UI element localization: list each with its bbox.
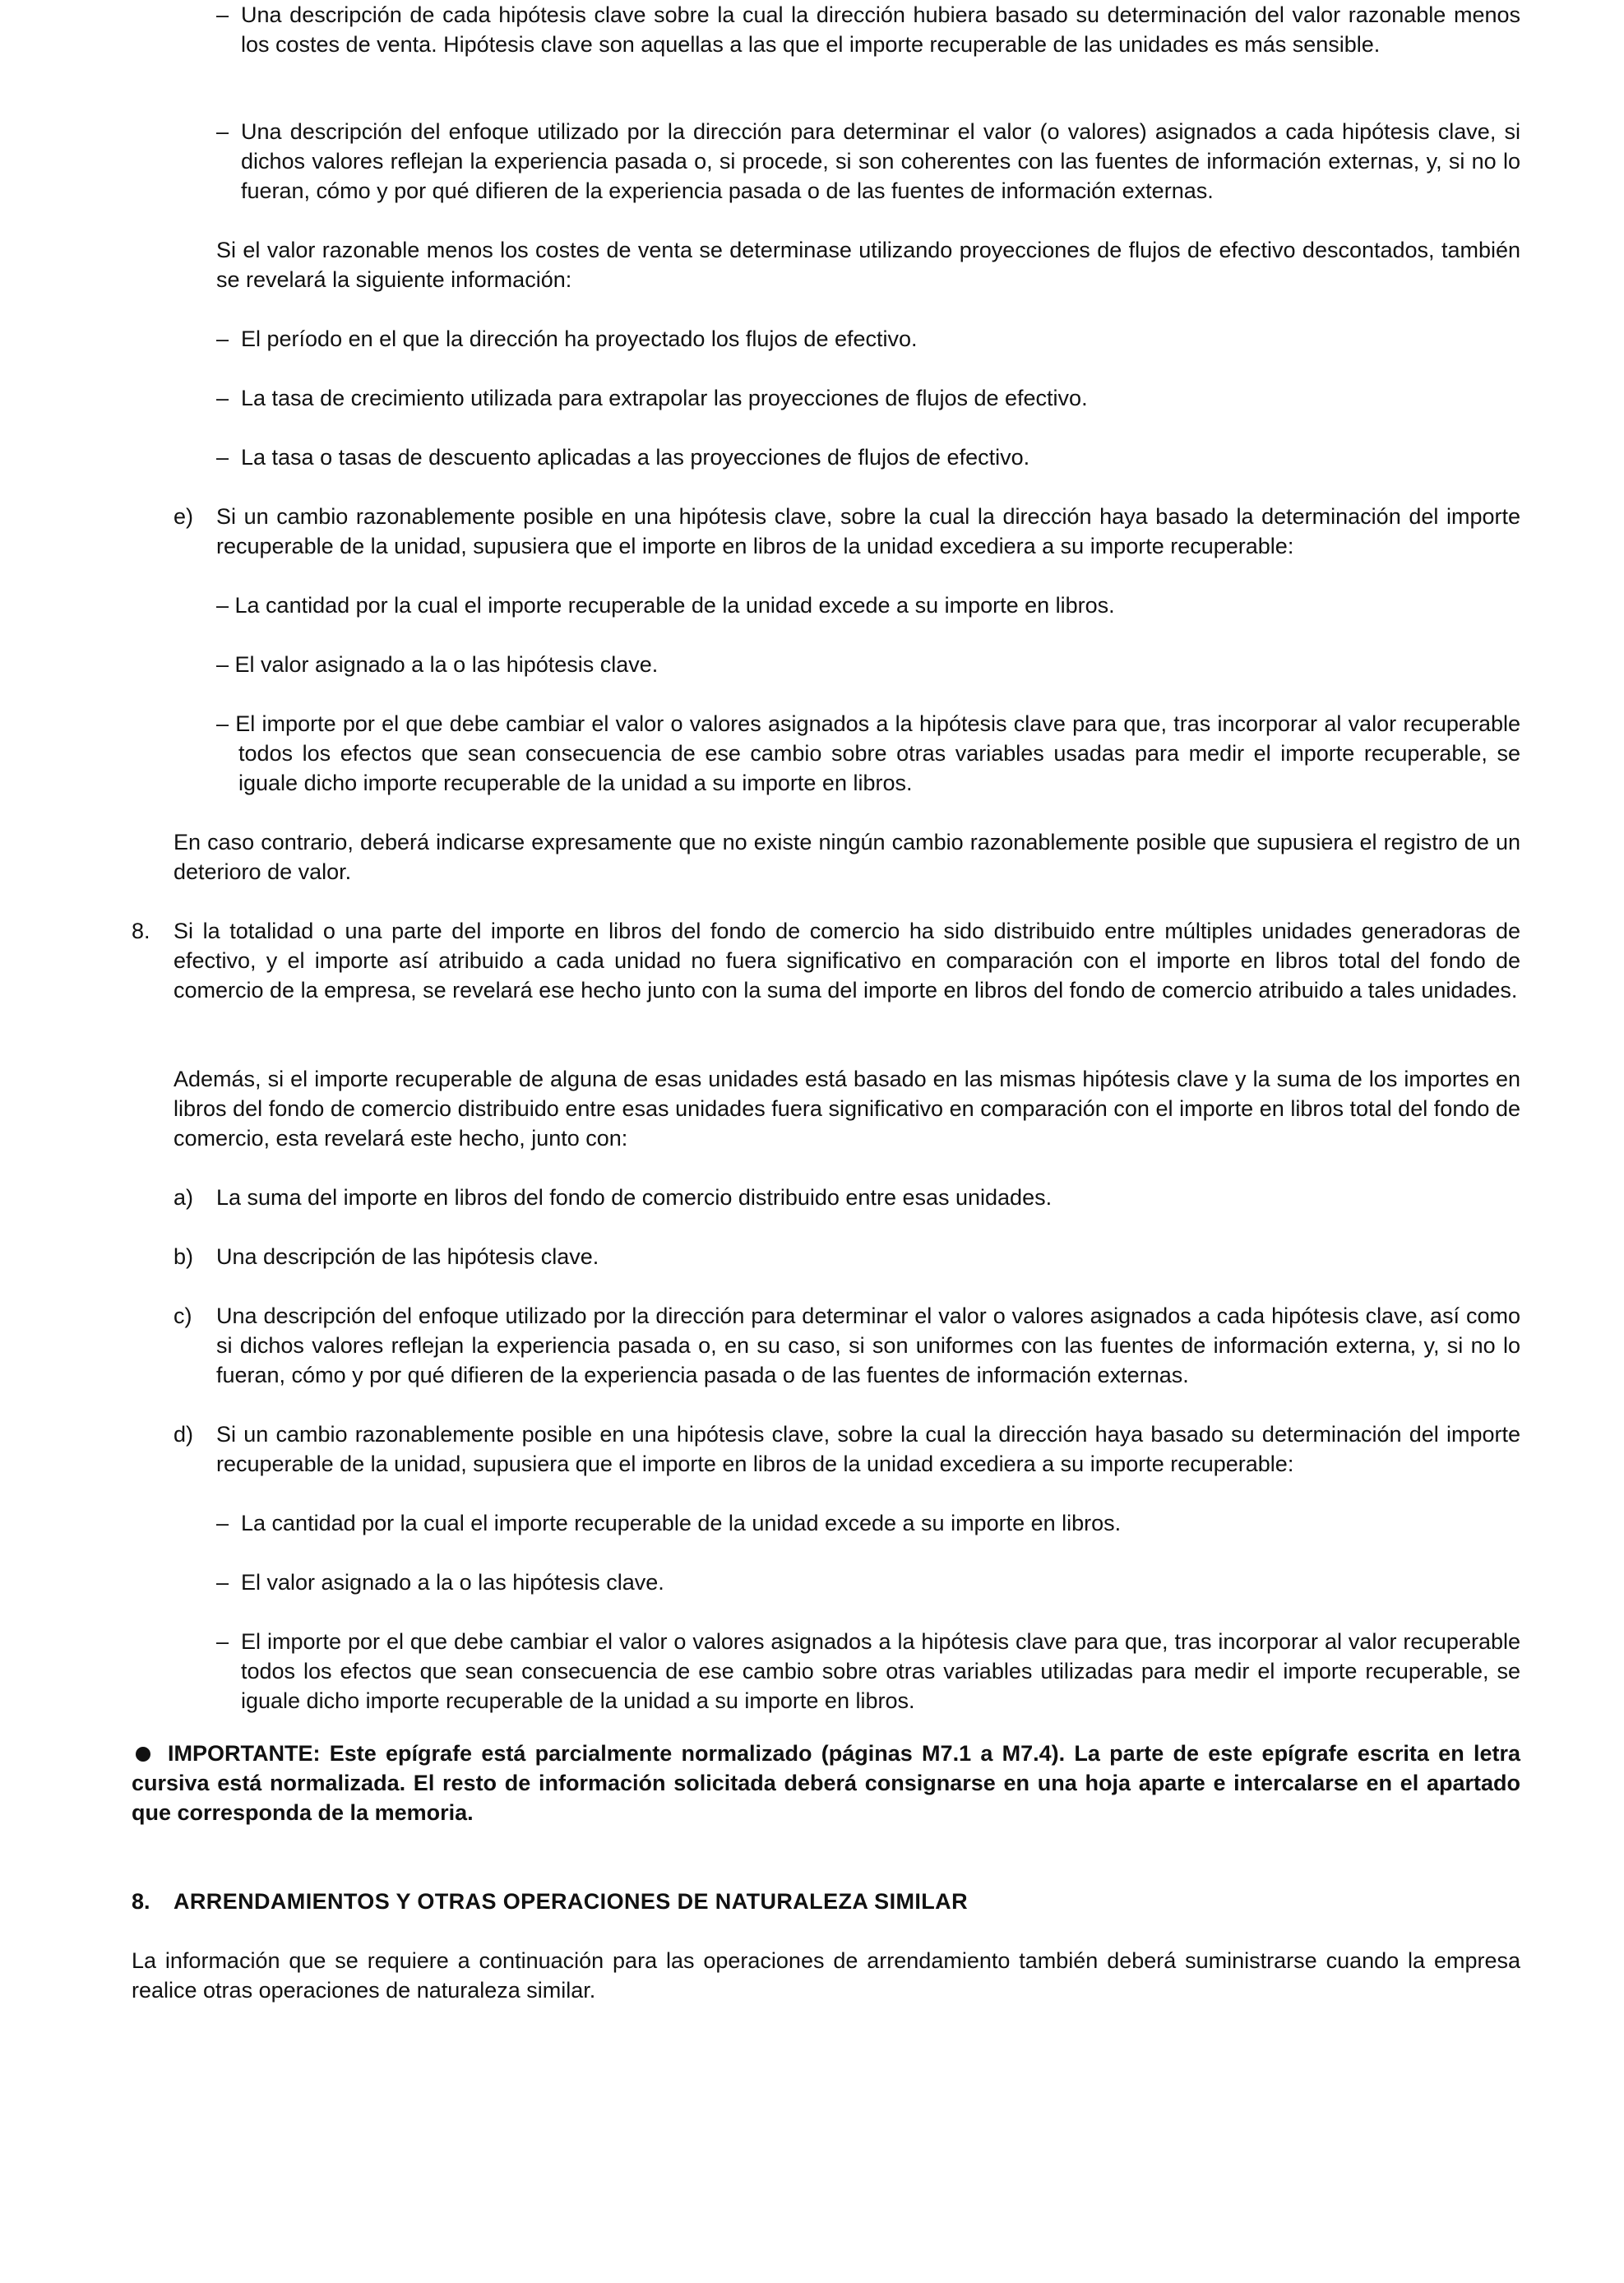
- list-letter: a): [174, 1185, 194, 1210]
- section-title: ARRENDAMIENTOS Y OTRAS OPERACIONES DE NATURALEZA SIMILAR: [174, 1889, 968, 1914]
- list-item-text: El importe por el que debe cambiar el valor o valores asignados a la hipótesis clave para que, tras incorporar al valor recuperable todos los efectos que sean consecuencia de ese cambio sobre otras variables utilizadas para medir el importe recuperable, se iguale dicho importe recuperable de la unidad a su importe en libros.: [241, 1629, 1520, 1713]
- list-dash: –: [216, 386, 229, 410]
- list-dash: –: [216, 119, 229, 144]
- list-item-text: Una descripción de cada hipótesis clave sobre la cual la dirección hubiera basado su determinación del valor razonable menos los costes de venta. Hipótesis clave son aquellas a las que el importe recuperable de las unidades es más sensible.: [241, 2, 1520, 57]
- list-letter: c): [174, 1304, 192, 1328]
- paragraph-ademas: Además, si el importe recuperable de alguna de esas unidades está basado en las mismas hipótesis clave y la suma de los importes en libros del fondo de comercio distribuido entre esas unidades fuera significativo en comparación con el importe en libros total del fondo de comercio, esta revelará este hecho, junto con:: [174, 1067, 1520, 1151]
- list-item-text: Una descripción de las hipótesis clave.: [216, 1244, 599, 1269]
- list-item-text: Una descripción del enfoque utilizado por la dirección para determinar el valor (o valores) asignados a cada hipótesis clave, si dichos valores reflejan la experiencia pasada o, si procede, si son coherentes con las fuentes de información externas, y, si no lo fueran, cómo y por qué difieren de la experiencia pasada o de las fuentes de información externas.: [241, 119, 1520, 203]
- list-dash: –: [216, 1570, 229, 1595]
- list-item-text: La suma del importe en libros del fondo de comercio distribuido entre esas unidades.: [216, 1185, 1053, 1210]
- list-item-text: – El importe por el que debe cambiar el valor o valores asignados a la hipótesis clave para que, tras incorporar al valor recuperable todos los efectos que sean consecuencia de ese cambio sobre otras variables usadas para medir el importe recuperable, se iguale dicho importe recuperable de la unidad a su importe en libros.: [216, 711, 1520, 795]
- list-number: 8.: [132, 919, 150, 943]
- list-letter: b): [174, 1244, 194, 1269]
- list-item-text: Una descripción del enfoque utilizado por la dirección para determinar el valor o valores asignados a cada hipótesis clave, así como si dichos valores reflejan la experiencia pasada o, en su caso, si son uniformes con las fuentes de información externa, y, si no lo fueran, cómo y por qué difieren de la experiencia pasada o de las fuentes de información externas.: [216, 1304, 1520, 1387]
- list-item-text: La tasa o tasas de descuento aplicadas a las proyecciones de flujos de efectivo.: [241, 445, 1030, 470]
- list-dash: –: [216, 2, 229, 27]
- list-item-text: El valor asignado a la o las hipótesis clave.: [241, 1570, 664, 1595]
- list-dash: –: [216, 1511, 229, 1535]
- list-item-text: Si un cambio razonablemente posible en una hipótesis clave, sobre la cual la dirección haya basado su determinación del importe recuperable de la unidad, supusiera que el importe en libros de la unidad excediera a su importe recuperable:: [216, 1422, 1520, 1476]
- list-letter: e): [174, 504, 194, 529]
- list-dash: –: [216, 1629, 229, 1654]
- list-item-text: – El valor asignado a la o las hipótesis clave.: [216, 652, 659, 677]
- list-item-text: El período en el que la dirección ha proyectado los flujos de efectivo.: [241, 326, 918, 351]
- list-item-text: – La cantidad por la cual el importe recuperable de la unidad excede a su importe en libros.: [216, 593, 1115, 618]
- section-number: 8.: [132, 1889, 150, 1914]
- paragraph-final: La información que se requiere a continuación para las operaciones de arrendamiento también deberá suministrarse cuando la empresa realice otras operaciones de naturaleza similar.: [132, 1948, 1520, 2003]
- list-item-text: La tasa de crecimiento utilizada para extrapolar las proyecciones de flujos de efectivo.: [241, 386, 1088, 410]
- paragraph-flujos: Si el valor razonable menos los costes de venta se determinase utilizando proyecciones de flujos de efectivo descontados, también se revelará la siguiente información:: [216, 238, 1520, 292]
- importante-note: IMPORTANTE: Este epígrafe está parcialmente normalizado (páginas M7.1 a M7.4). La parte de este epígrafe escrita en letra cursiva está normalizada. El resto de información solicitada deberá consignarse en una hoja aparte e intercalarse en el apartado que corresponda de la memoria.: [132, 1741, 1520, 1825]
- paragraph-contrario: En caso contrario, deberá indicarse expresamente que no existe ningún cambio razonablemente posible que supusiera el registro de un deterioro de valor.: [174, 830, 1520, 884]
- list-item-text: Si la totalidad o una parte del importe en libros del fondo de comercio ha sido distribuido entre múltiples unidades generadoras de efectivo, y el importe así atribuido a cada unidad no fuera significativo en comparación con el importe en libros total del fondo de comercio de la empresa, se revelará ese hecho junto con la suma del importe en libros del fondo de comercio atribuido a tales unidades.: [174, 919, 1520, 1003]
- list-dash: –: [216, 326, 229, 351]
- list-letter: d): [174, 1422, 194, 1447]
- list-dash: –: [216, 445, 229, 470]
- list-item-text: La cantidad por la cual el importe recuperable de la unidad excede a su importe en libros.: [241, 1511, 1122, 1535]
- list-item-text: Si un cambio razonablemente posible en una hipótesis clave, sobre la cual la dirección haya basado la determinación del importe recuperable de la unidad, supusiera que el importe en libros de la unidad excediera a su importe recuperable:: [216, 504, 1520, 558]
